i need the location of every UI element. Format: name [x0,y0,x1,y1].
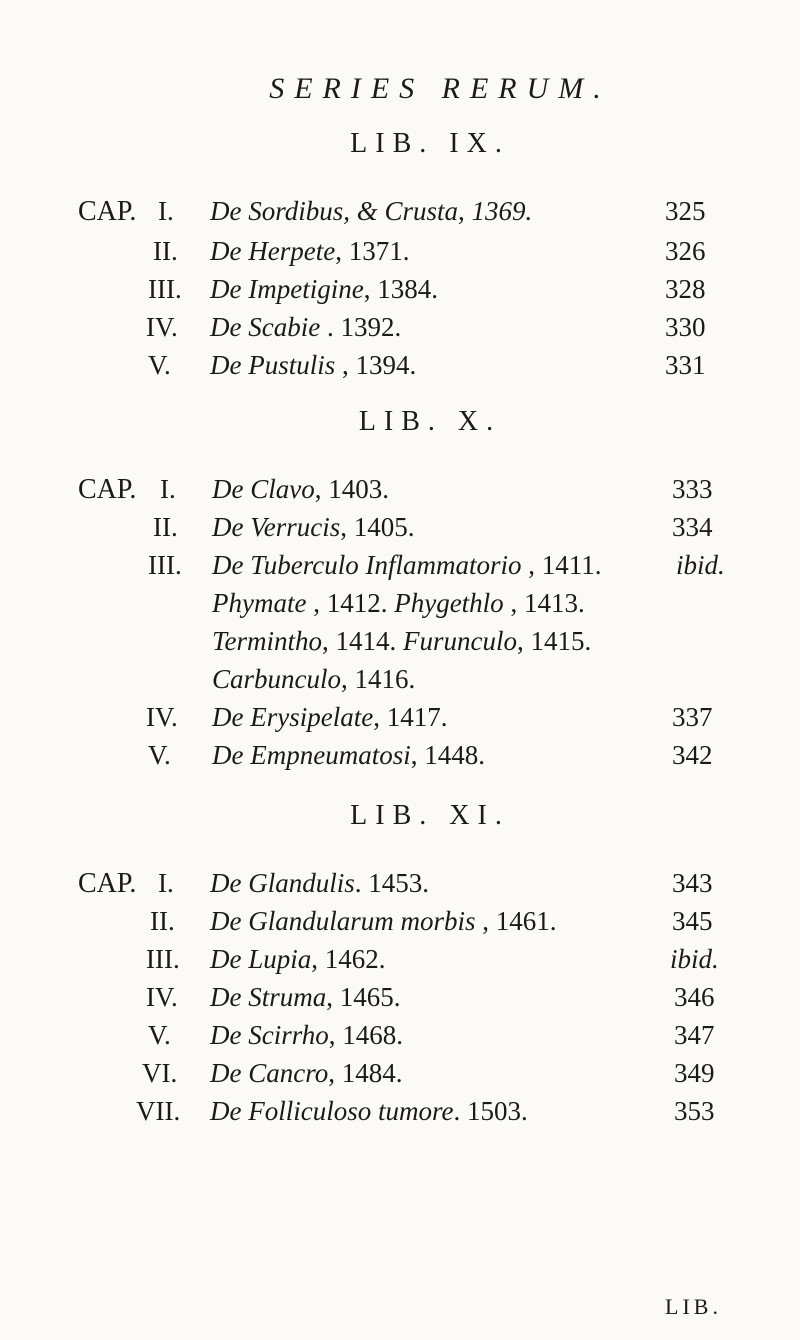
entry-row [0,236,800,270]
book-heading-ix: LIB. IX. [350,128,510,159]
chapter-title: De Herpete, 1371. [210,236,410,266]
chapter-number: II. [153,236,178,266]
chapter-number: V. [148,1020,171,1050]
page-number: ibid. [676,550,725,580]
page-number: 328 [665,274,706,304]
page-number: 343 [672,868,713,898]
chapter-title: De Folliculoso tumore. 1503. [210,1096,528,1126]
page-number: 346 [674,982,715,1012]
chapter-title: De Pustulis , 1394. [210,350,417,380]
page-number: 342 [672,740,713,770]
chapter-number: IV. [146,702,178,732]
page-number: 330 [665,312,706,342]
chapter-number: III. [146,944,180,974]
chapter-number: II. [150,906,175,936]
chapter-number: IV. [146,312,178,342]
chapter-title: De Empneumatosi, 1448. [212,740,485,770]
cap-label: CAP. [78,868,137,899]
chapter-number: I. [160,474,176,504]
cap-label: CAP. [78,196,137,227]
entry-row [0,944,800,978]
page-number: 331 [665,350,706,380]
entry-row [0,474,800,508]
page-number: 337 [672,702,713,732]
sub-entry: Carbunculo, 1416. [212,664,416,694]
book-heading-x: LIB. X. [358,406,502,437]
chapter-title: De Verrucis, 1405. [212,512,415,542]
entry-row [0,512,800,546]
entry-row [0,1096,800,1130]
continuation-row [0,626,800,660]
chapter-title: De Scabie . 1392. [210,312,402,342]
entry-row [0,1020,800,1054]
chapter-number: III. [148,550,182,580]
page-number: 325 [665,196,706,226]
chapter-title: De Tuberculo Inflammatorio , 1411. [212,550,602,580]
entry-row [0,274,800,308]
chapter-number: III. [148,274,182,304]
sub-entry: Phymate , 1412. Phygethlo , 1413. [212,588,585,618]
chapter-title: De Scirrho, 1468. [210,1020,403,1050]
page-number: 345 [672,906,713,936]
page-number: 333 [672,474,713,504]
chapter-number: VI. [142,1058,178,1088]
book-heading-xi: LIB. XI. [350,800,510,831]
page-number: 334 [672,512,713,542]
chapter-title: De Sordibus, & Crusta, 1369. [210,196,533,226]
chapter-title: De Struma, 1465. [210,982,401,1012]
entry-row [0,906,800,940]
entry-row [0,740,800,774]
page-number: 349 [674,1058,715,1088]
chapter-number: V. [148,350,171,380]
page-number: 353 [674,1096,715,1126]
chapter-number: I. [158,196,174,226]
entry-row [0,982,800,1016]
page-number: 347 [674,1020,715,1050]
entry-row [0,702,800,736]
chapter-title: De Cancro, 1484. [210,1058,403,1088]
chapter-title: De Glandularum morbis , 1461. [210,906,557,936]
page-number: ibid. [670,944,719,974]
page-header: SERIES RERUM. [269,72,611,105]
chapter-number: II. [153,512,178,542]
chapter-title: De Impetigine, 1384. [210,274,438,304]
chapter-number: I. [158,868,174,898]
entry-row [0,312,800,346]
chapter-number: VII. [136,1096,181,1126]
cap-label: CAP. [78,474,137,505]
chapter-number: IV. [146,982,178,1012]
entry-row [0,550,800,584]
sub-entry: Terminthο, 1414. Furunculo, 1415. [212,626,592,656]
continuation-row [0,588,800,622]
chapter-title: De Erysipelate, 1417. [212,702,448,732]
entry-row [0,868,800,902]
chapter-title: De Clavo, 1403. [212,474,389,504]
chapter-title: De Lupia, 1462. [210,944,386,974]
entry-row [0,350,800,384]
entry-row [0,196,800,230]
page-number: 326 [665,236,706,266]
catchword: LIB. [665,1294,722,1319]
chapter-title: De Glandulis. 1453. [210,868,429,898]
continuation-row [0,664,800,698]
chapter-number: V. [148,740,171,770]
entry-row [0,1058,800,1092]
